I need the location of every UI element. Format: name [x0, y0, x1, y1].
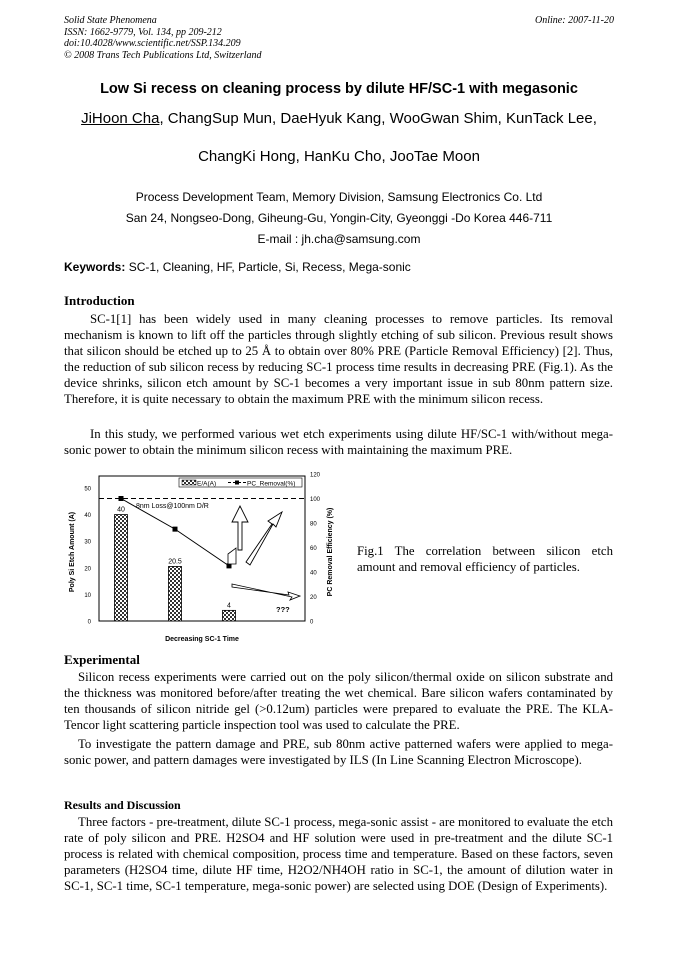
journal-name: Solid State Phenomena — [64, 15, 157, 26]
experimental-heading: Experimental — [64, 652, 140, 667]
experimental-paragraph-1: Silicon recess experiments were carried out on the poly silicon/thermal oxide on silicon substrate and the thickness was monitored before/after treating the wet chemical. Bare silicon wafers contaminated by ten thousands of silicon nitride gel (>0.12um) particles were prepared to evaluate the PRE. The KLA-Tencor light scattering particle inspection tool was used to calculate the PRE. — [64, 670, 613, 732]
doi: doi:10.4028/www.scientific.net/SSP.134.209 — [64, 38, 241, 49]
intro-paragraph-2: In this study, we performed various wet etch experiments using dilute HF/SC-1 with/without mega-sonic power to obtain the minimum silicon recess with maintaining the maximum PRE. — [64, 427, 613, 457]
intro-heading: Introduction — [64, 293, 135, 308]
left-tick-label: 40 — [84, 513, 91, 520]
results-paragraph-1: Three factors - pre-treatment, dilute SC-1 process, mega-sonic assist - are monitored to evaluate the etch rate of poly silicon and PRE. H2SO4 and HF solution were used in pre-treatment and the dilute SC-1 process is related with chemical composition, process time and temperature. Based on these factors, seven parameters (H2SO4 time, dilute HF time, H2O2/NH4OH ratio in SC-1, the amount of dilution water in SC-1, SC-1 time, SC-1 temperature, mega-sonic power) are selected using DOE (Design of Experiments). — [64, 815, 613, 893]
legend-pre: PC_Removal(%) — [247, 480, 296, 488]
intro-paragraph-1: SC-1[1] has been widely used in many cleaning processes to remove particles. Its removal mechanism is known to lift off the particles through slightly etching of sub silicon. Previous result shows that silicon should be etched up to 25 Å to obtain over 80% PRE (Particle Removal Efficiency) [2]. Thus, the reduction of sub silicon recess by reducing SC-1 process time results in decreasing PRE (Fig.1). As the device shrinks, silicon etch amount by SC-1 becomes a very important issue in sub 80nm pattern size. Therefore, it is quite necessary to obtain the maximum PRE with the minimum silicon recess. — [64, 312, 613, 406]
experimental-paragraph-2: To investigate the pattern damage and PRE, sub 80nm active patterned wafers were applied to mega-sonic power, and pattern damages were investigated by ILS (In Line Scanning Electron Microscope). — [64, 737, 613, 767]
affiliation-line2: San 24, Nongseo-Dong, Giheung-Gu, Yongin-City, Gyeonggi -Do Korea 446-711 — [125, 211, 553, 225]
left-axis-ticks — [84, 487, 91, 626]
keywords-label: Keywords: — [64, 260, 126, 274]
results-heading: Results and Discussion — [64, 798, 181, 812]
chart-legend — [179, 478, 302, 488]
first-author: JiHoon Cha — [81, 110, 160, 127]
legend-bar-swatch — [182, 480, 196, 485]
affiliation-line1: Process Development Team, Memory Division, Samsung Electronics Co. Ltd — [135, 190, 543, 204]
bar-etch-3 — [223, 610, 236, 621]
keywords — [64, 260, 411, 274]
affiliation — [0, 187, 678, 250]
figure-1-chart — [60, 466, 350, 651]
copyright: © 2008 Trans Tech Publications Ltd, Switzerland — [64, 49, 262, 61]
annotation-question: ??? — [276, 605, 290, 614]
keywords-text: SC-1, Cleaning, HF, Particle, Si, Recess, Mega-sonic — [128, 260, 411, 274]
right-tick-label: 120 — [310, 472, 321, 479]
bar-label-1: 40 — [117, 506, 125, 514]
left-tick-label: 20 — [84, 566, 91, 573]
left-tick-label: 30 — [84, 539, 91, 546]
right-tick-label: 80 — [310, 521, 317, 528]
authors-line1: , ChangSup Mun, DaeHyuk Kang, WooGwan Shim, KunTack Lee, — [159, 110, 597, 127]
authors — [40, 103, 638, 173]
right-tick-label: 100 — [310, 497, 321, 503]
right-tick-label: 20 — [310, 595, 317, 601]
authors-line2: ChangKi Hong, HanKu Cho, JooTae Moon — [198, 148, 480, 165]
left-tick-label: 50 — [84, 486, 91, 493]
y-axis-label: Poly Si Etch Amount (A) — [69, 511, 76, 593]
bar-label-2: 20.5 — [168, 558, 182, 566]
right-tick-label: 40 — [310, 570, 317, 577]
plot-frame — [99, 476, 305, 621]
y2-axis-label: PC Removal Efficiency (%) — [327, 507, 334, 597]
bar-etch-2 — [169, 566, 182, 621]
pre-point-1 — [119, 496, 124, 501]
legend-etch: E/A(A) — [197, 480, 217, 488]
author-email: E-mail : jh.cha@samsung.com — [257, 232, 421, 246]
journal-header — [64, 15, 262, 61]
annotation-loss: 8nm Loss@100nm D/R — [136, 503, 209, 510]
bar-label-3: 4 — [227, 602, 231, 610]
bar-etch-1 — [115, 515, 128, 621]
x-axis-label: Decreasing SC-1 Time — [165, 636, 239, 643]
figure-1-caption: Fig.1 The correlation between silicon etch amount and removal efficiency of particles. — [357, 544, 613, 574]
online-date: Online: 2007-11-20 — [535, 15, 614, 26]
right-tick-label: 0 — [310, 619, 314, 626]
legend-line-marker — [235, 481, 239, 485]
left-tick-label: 10 — [84, 592, 91, 599]
paper-title: Low Si recess on cleaning process by dilute HF/SC-1 with megasonic — [100, 81, 578, 97]
right-axis-ticks — [310, 473, 321, 626]
pre-point-2 — [173, 527, 178, 532]
issn: ISSN: 1662-9779, Vol. 134, pp 209-212 — [64, 26, 222, 38]
left-tick-label: 0 — [87, 619, 91, 626]
right-tick-label: 60 — [310, 546, 317, 552]
